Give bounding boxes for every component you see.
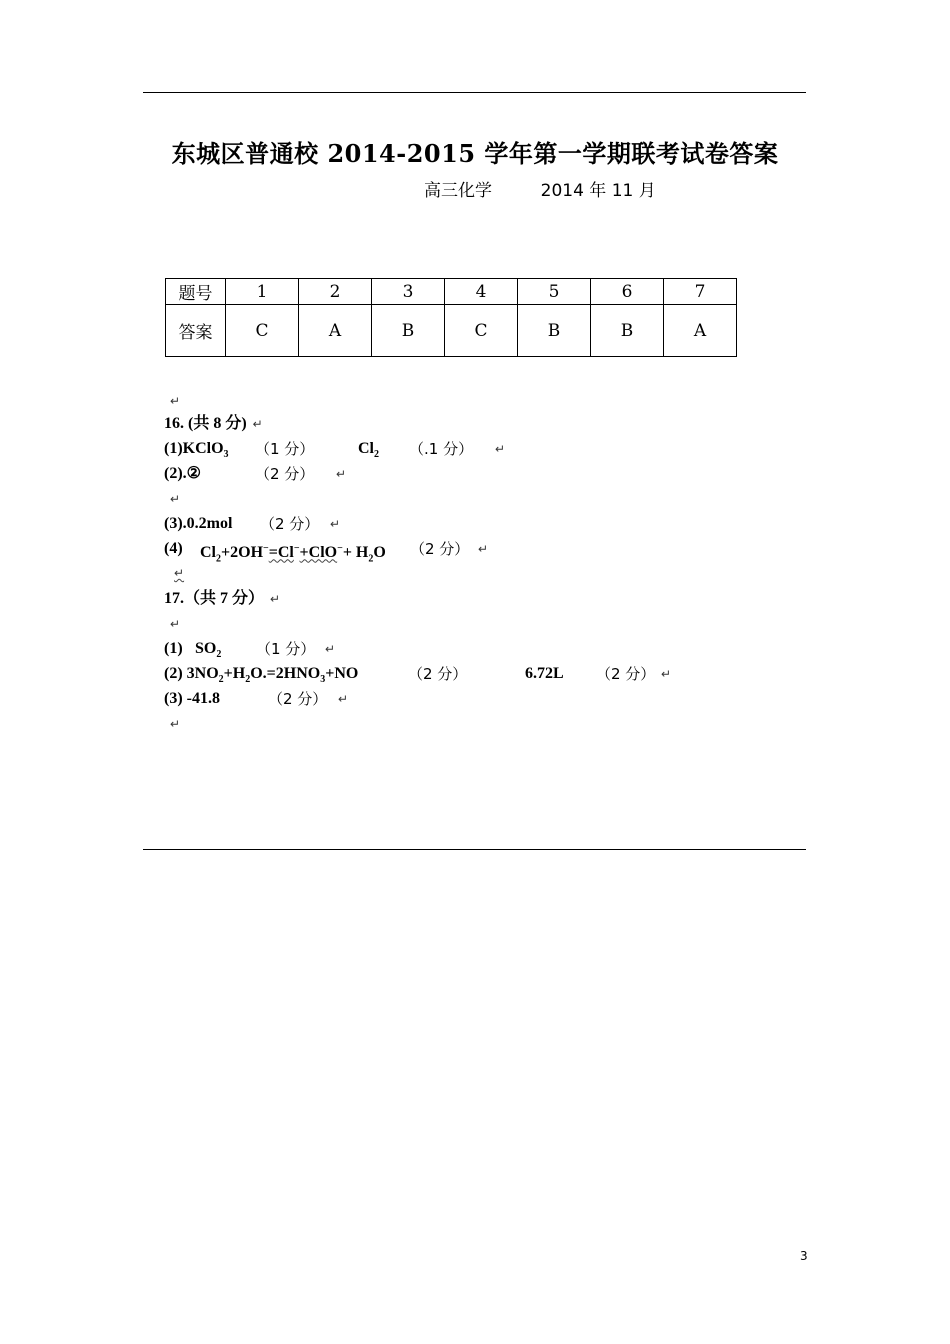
q16-p4-equation: [200, 538, 386, 571]
q16-p1-answer-a-text: (1)KClO: [164, 440, 224, 457]
eq-text: +2OH: [221, 544, 264, 562]
answer-cell: C: [445, 305, 518, 357]
question-number: 1: [226, 279, 299, 305]
eq-text: (2) 3NO: [164, 665, 219, 682]
q17-part2: [164, 663, 684, 685]
eq-text: + H: [342, 544, 369, 562]
question-number: 2: [299, 279, 372, 305]
question-number: 6: [591, 279, 664, 305]
q16-part4: [164, 538, 564, 565]
q17-p2-score-b: （2 分）: [596, 665, 656, 683]
q16-heading-line: [164, 413, 263, 435]
eq-text: +NO: [325, 665, 359, 682]
eq-text: O: [373, 544, 386, 562]
q16-p4-score: （2 分）: [410, 540, 470, 558]
answer-cell: B: [591, 305, 664, 357]
paragraph-mark-icon: ↵: [495, 442, 506, 456]
page-title: 东城区普通校 2014-2015 学年第一学期联考试卷答案: [171, 139, 779, 168]
page-number: 3: [800, 1249, 808, 1263]
subscript: 3: [223, 449, 229, 461]
superscript: −: [337, 543, 343, 554]
q17-p2-equation: [164, 663, 358, 691]
subscript: 2: [216, 553, 221, 565]
answer-cell: A: [299, 305, 372, 357]
paragraph-mark-icon: ↵: [174, 566, 185, 580]
paragraph-mark-icon: ↵: [170, 717, 181, 731]
q16-part2: [164, 463, 464, 485]
q17-p1-score: （1 分）: [256, 640, 316, 658]
q16-part3: [164, 513, 464, 535]
row-label-number: 题号: [166, 279, 226, 305]
q17-heading-line: [164, 588, 280, 610]
subscript: 2: [368, 553, 374, 565]
subscript: 2: [374, 449, 379, 461]
answer-table: [165, 278, 737, 357]
table-row-numbers: [166, 279, 737, 305]
question-number: 4: [445, 279, 518, 305]
superscript: −: [263, 543, 269, 554]
q16-p2-score: （2 分）: [255, 465, 315, 483]
paragraph-mark-icon: ↵: [170, 617, 181, 631]
answer-cell: B: [518, 305, 591, 357]
q16-p1-answer-b-text: Cl: [358, 440, 374, 457]
table-row-answers: [166, 305, 737, 357]
blank-line: [164, 713, 180, 735]
q16-p4-label: (4): [164, 540, 183, 557]
question-number: 5: [518, 279, 591, 305]
paragraph-mark-icon: ↵: [252, 417, 263, 431]
q17-p3-score: （2 分）: [268, 690, 328, 708]
q16-p2-answer: (2).②: [164, 465, 201, 482]
subject: 高三化学: [424, 181, 492, 201]
paragraph-mark-icon: ↵: [170, 492, 181, 506]
paragraph-mark-icon: ↵: [270, 592, 281, 606]
q16-part1: [164, 438, 564, 460]
q17-part1: [164, 638, 464, 660]
eq-text: O.=2HNO: [250, 665, 321, 682]
paragraph-mark-icon: ↵: [336, 467, 347, 481]
paragraph-mark-icon: ↵: [478, 542, 489, 556]
header-rule: [143, 92, 806, 93]
answer-cell: A: [664, 305, 737, 357]
question-number: 7: [664, 279, 737, 305]
blank-line: [164, 562, 184, 584]
q17-p2-volume: 6.72L: [525, 665, 564, 682]
paragraph-mark-icon: ↵: [170, 394, 181, 408]
eq-text: +ClO: [299, 544, 338, 562]
q16-p1-answer-b: [358, 438, 379, 466]
question-number: 3: [372, 279, 445, 305]
q16-p1-score-b: （.1 分）: [409, 440, 474, 458]
subscript: 2: [245, 674, 251, 686]
q17-p3-answer: (3) -41.8: [164, 690, 220, 707]
answer-cell: B: [372, 305, 445, 357]
q17-part3: [164, 688, 464, 710]
q17-heading: 17.（共 7 分）: [164, 590, 265, 607]
q16-p1-score-a: （1 分）: [255, 440, 315, 458]
q17-p1-answer-text: SO: [195, 640, 217, 657]
q16-heading: 16. (共 8 分): [164, 415, 247, 432]
footer-rule: [143, 849, 806, 850]
subscript: 2: [218, 674, 224, 686]
blank-line: [164, 390, 180, 412]
paragraph-mark-icon: ↵: [338, 692, 349, 706]
paragraph-mark-icon: ↵: [330, 517, 341, 531]
row-label-answer: 答案: [166, 305, 226, 357]
q16-p3-score: （2 分）: [260, 515, 320, 533]
paragraph-mark-icon: ↵: [661, 667, 672, 681]
eq-text: =Cl: [268, 544, 294, 562]
q17-p1-answer: [195, 638, 221, 666]
page-subtitle: [424, 176, 656, 201]
eq-text: Cl: [200, 544, 216, 562]
subscript: 3: [320, 674, 326, 686]
exam-date: 2014 年 11 月: [540, 181, 656, 201]
superscript: −: [293, 543, 300, 554]
subscript: 2: [216, 649, 222, 661]
blank-line: [164, 488, 180, 510]
paragraph-mark-icon: ↵: [325, 642, 336, 656]
q17-p2-score-a: （2 分）: [408, 665, 468, 683]
answer-cell: C: [226, 305, 299, 357]
eq-text: +H: [223, 665, 246, 682]
q16-p1-answer-a: [164, 438, 229, 466]
q16-p3-answer: (3).0.2mol: [164, 515, 233, 532]
q17-p1-label: (1): [164, 640, 183, 657]
blank-line: [164, 613, 180, 635]
